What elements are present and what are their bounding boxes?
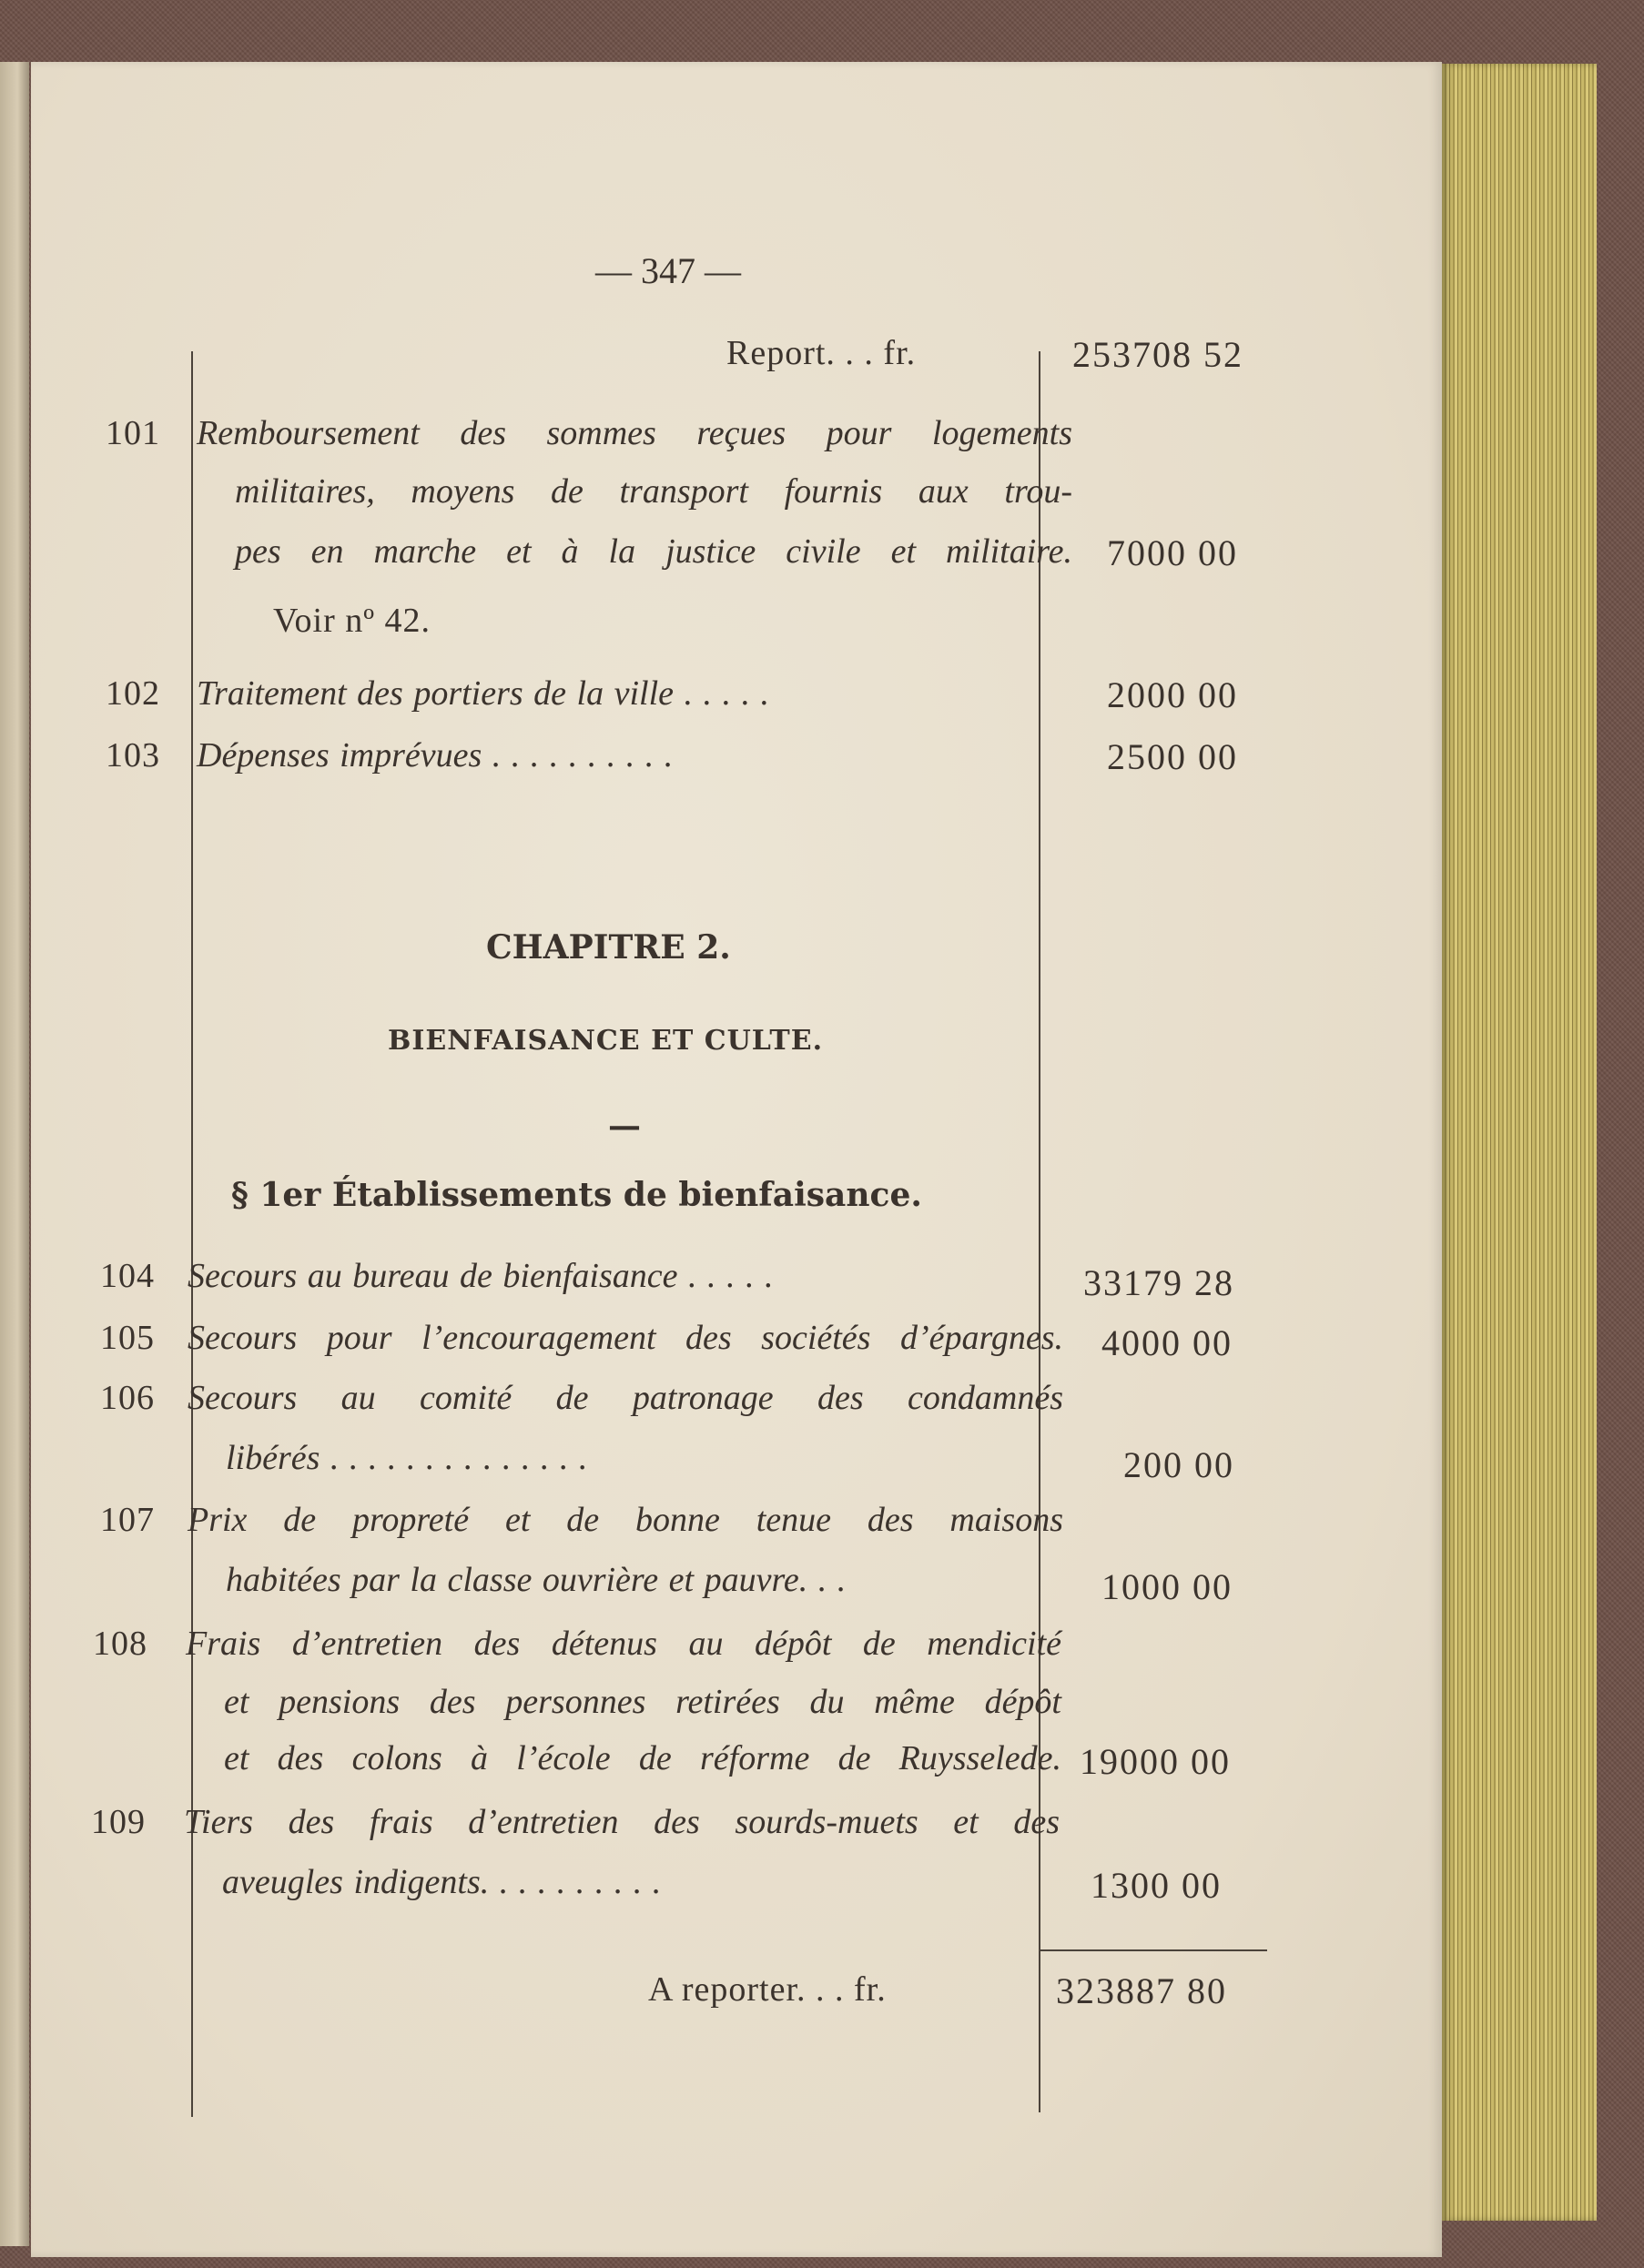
entry-text-line: Secours au comité de patronage des condamnés (188, 1379, 1063, 1417)
entry-number: 105 (100, 1319, 155, 1357)
book-page (31, 62, 1442, 2257)
entry-text-line: Prix de propreté et de bonne tenue des maisons (188, 1501, 1063, 1539)
entry-text-line: et des colons à l’école de réforme de Ruysselede. (224, 1739, 1061, 1777)
entry-number: 107 (100, 1501, 155, 1539)
section-title-text: § 1er Établissements de bienfaisance. (231, 1176, 922, 1214)
right-column-rule (1039, 351, 1040, 2112)
carry-forward-label: A reporter. . . fr. (648, 1970, 887, 2009)
page-number: — 347 — (595, 250, 741, 291)
left-column-rule (191, 351, 193, 2117)
entry-amount: 4000 00 (1101, 1322, 1233, 1363)
entry-amount: 1000 00 (1101, 1566, 1233, 1607)
chapter-subtitle: BIENFAISANCE ET CULTE. (388, 1025, 824, 1057)
entry-text-line: Traitement des portiers de la ville . . . . . (197, 674, 770, 713)
chapter-separator-dash: — (608, 1107, 641, 1145)
cross-reference-note: Voir nº 42. (273, 602, 431, 640)
entry-text-line: militaires, moyens de transport fournis aux trou- (235, 472, 1072, 511)
chapter-title: CHAPITRE 2. (486, 928, 731, 967)
entry-number: 109 (91, 1803, 146, 1841)
report-label: Report. . . fr. (726, 334, 917, 372)
entry-number: 103 (106, 736, 160, 775)
entry-amount: 1300 00 (1091, 1865, 1222, 1906)
entry-amount: 7000 00 (1107, 532, 1238, 573)
entry-text-line: habitées par la classe ouvrière et pauvre. . . (226, 1561, 847, 1599)
report-amount: 253708 52 (1072, 334, 1243, 375)
entry-text-line: pes en marche et à la justice civile et militaire. (235, 532, 1072, 571)
page-edges (1442, 64, 1597, 2221)
entry-number: 101 (106, 414, 160, 452)
entry-text-line: Tiers des frais d’entretien des sourds-muets et des (184, 1803, 1060, 1841)
entry-text-line: Secours au bureau de bienfaisance . . . . . (188, 1257, 774, 1295)
entry-text-line: libérés . . . . . . . . . . . . . . (226, 1439, 588, 1477)
entry-text-line: Frais d’entretien des détenus au dépôt de mendicité (186, 1625, 1061, 1663)
entry-text-line: Remboursement des sommes reçues pour logements (197, 414, 1072, 452)
entry-amount: 2500 00 (1107, 736, 1238, 777)
entry-amount: 200 00 (1123, 1444, 1234, 1485)
carry-forward-amount: 323887 80 (1056, 1970, 1227, 2011)
section-title (231, 1176, 922, 1214)
entry-text-line: et pensions des personnes retirées du même dépôt (224, 1683, 1061, 1721)
entry-number: 102 (106, 674, 160, 713)
entry-number: 104 (100, 1257, 155, 1295)
entry-number: 106 (100, 1379, 155, 1417)
entry-amount: 33179 28 (1083, 1262, 1234, 1303)
entry-amount: 19000 00 (1080, 1741, 1231, 1782)
entry-number: 108 (93, 1625, 147, 1663)
left-page-edge (0, 62, 29, 2246)
entry-amount: 2000 00 (1107, 674, 1238, 715)
total-rule (1040, 1949, 1267, 1951)
entry-text-line: aveugles indigents. . . . . . . . . . (222, 1863, 662, 1901)
entry-text-line: Dépenses imprévues . . . . . . . . . . (197, 736, 674, 775)
entry-text-line: Secours pour l’encouragement des sociétés d’épargnes. (188, 1319, 1063, 1357)
